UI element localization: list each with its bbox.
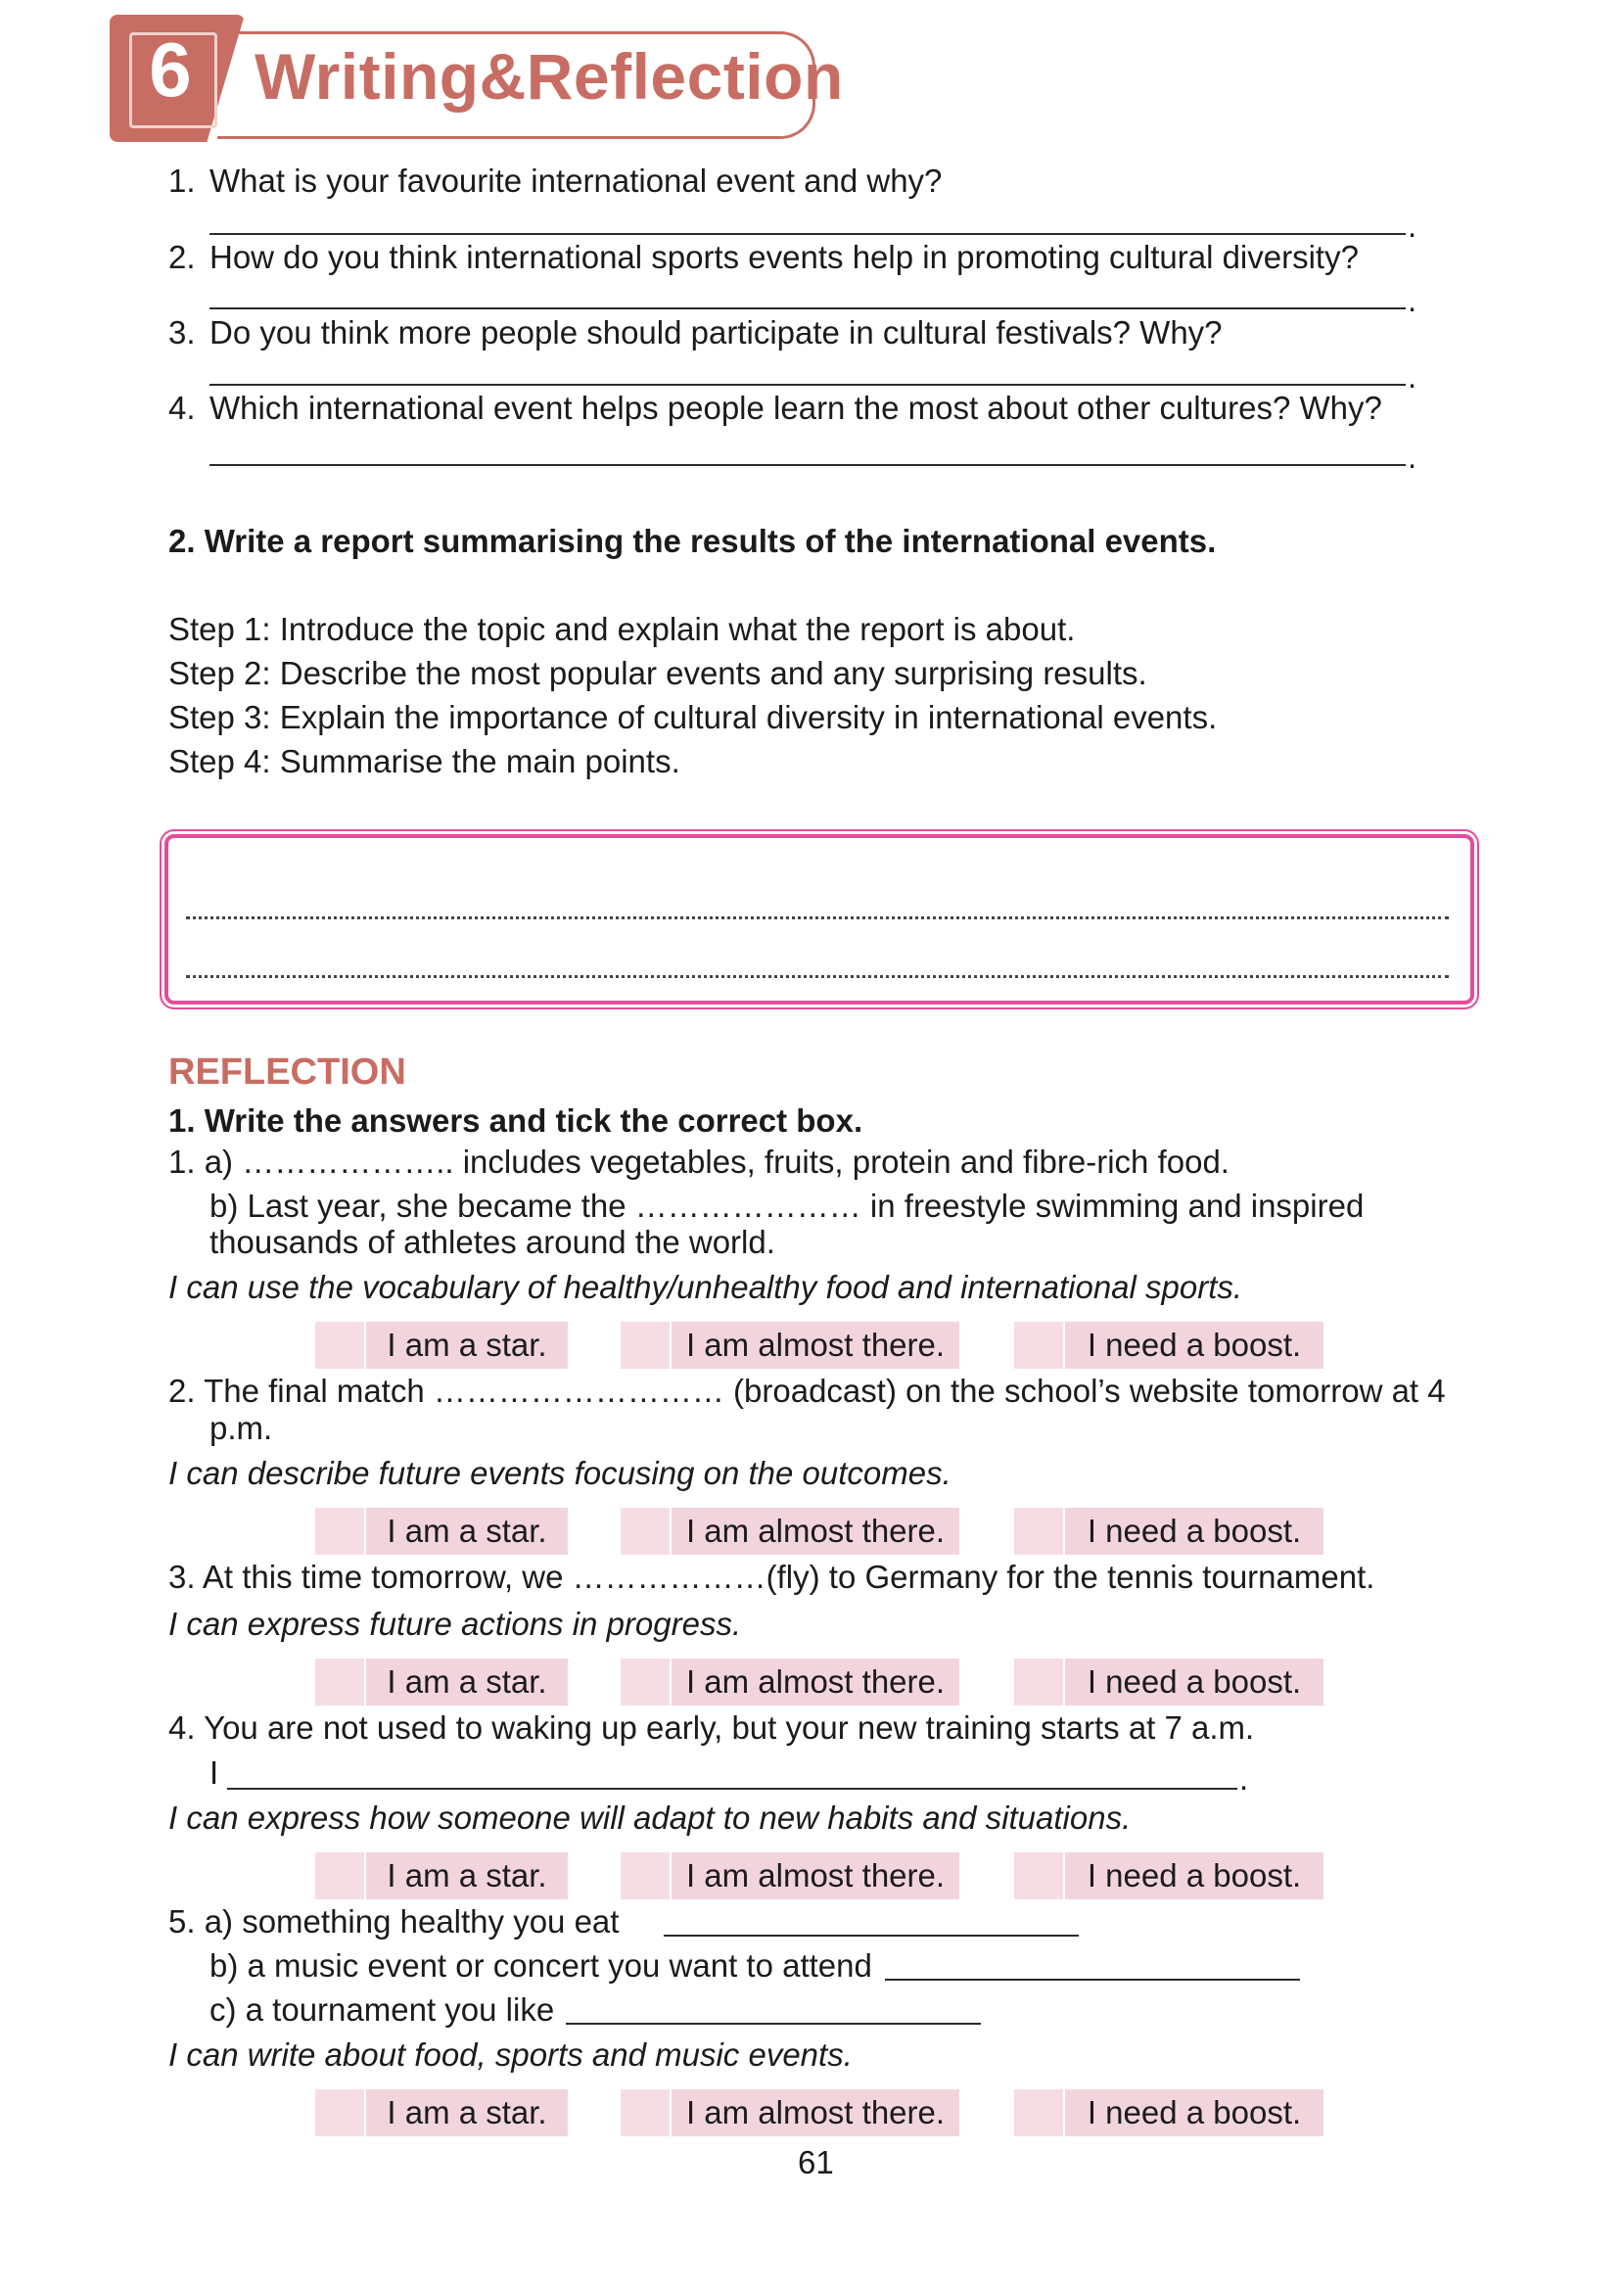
option-almost-4[interactable]: I am almost there. [621, 1852, 959, 1899]
step-2: Step 2: Describe the most popular events and any surprising results. [168, 655, 1147, 691]
tick-box[interactable] [315, 1322, 364, 1369]
unit-number: 6 [149, 26, 192, 113]
option-boost-2[interactable]: I need a boost. [1014, 1508, 1323, 1555]
option-star-3[interactable]: I am a star. [315, 1659, 568, 1706]
answer-line-4[interactable] [209, 464, 1406, 466]
answer-line-item-5b[interactable] [885, 1979, 1300, 1981]
question-1-number: 1. [168, 163, 196, 199]
reflection-item-4: 4. You are not used to waking up early, but your new training starts at 7 a.m. [168, 1709, 1255, 1746]
option-almost-1[interactable]: I am almost there. [621, 1322, 959, 1369]
reflection-item-5-b: b) a music event or concert you want to attend [209, 1947, 872, 1984]
answer-line-1[interactable] [209, 233, 1406, 235]
task-2-heading: 2. Write a report summarising the results of the international events. [168, 523, 1217, 559]
step-1: Step 1: Introduce the topic and explain what the report is about. [168, 611, 1076, 647]
tick-box[interactable] [621, 2089, 670, 2136]
page-number: 61 [798, 2144, 834, 2180]
option-star-1[interactable]: I am a star. [315, 1322, 568, 1369]
question-3-text: Do you think more people should participate in cultural festivals? Why? [209, 314, 1223, 351]
question-3-number: 3. [168, 314, 196, 351]
can-do-2: I can describe future events focusing on the outcomes. [168, 1455, 951, 1491]
answer-line-3[interactable] [209, 384, 1406, 386]
question-1-text: What is your favourite international event and why? [209, 163, 943, 199]
option-almost-5[interactable]: I am almost there. [621, 2089, 959, 2136]
report-writing-box[interactable] [164, 834, 1474, 1005]
tick-box[interactable] [1014, 2089, 1063, 2136]
option-boost-4[interactable]: I need a boost. [1014, 1852, 1323, 1899]
answer-line-item-5c[interactable] [566, 2023, 981, 2025]
can-do-1: I can use the vocabulary of healthy/unhealthy food and international sports. [168, 1269, 1243, 1305]
answer-line-2[interactable] [209, 307, 1406, 309]
option-star-2[interactable]: I am a star. [315, 1508, 568, 1555]
question-2-text: How do you think international sports events help in promoting cultural diversity? [209, 239, 1359, 275]
reflection-item-2-cont: p.m. [209, 1410, 273, 1446]
can-do-3: I can express future actions in progress. [168, 1606, 742, 1642]
step-4: Step 4: Summarise the main points. [168, 743, 680, 779]
tick-box[interactable] [621, 1322, 670, 1369]
option-boost-1[interactable]: I need a boost. [1014, 1322, 1323, 1369]
reflection-item-1-b-cont: thousands of athletes around the world. [209, 1224, 775, 1260]
tick-box[interactable] [1014, 1322, 1063, 1369]
answer-line-item-4[interactable] [227, 1788, 1237, 1790]
reflection-heading: REFLECTION [168, 1052, 406, 1093]
step-3: Step 3: Explain the importance of cultural diversity in international events. [168, 699, 1218, 735]
option-almost-3[interactable]: I am almost there. [621, 1659, 959, 1706]
option-boost-3[interactable]: I need a boost. [1014, 1659, 1323, 1706]
tick-box[interactable] [621, 1659, 670, 1706]
reflection-item-1-b: b) Last year, she became the ………………… in freestyle swimming and inspired [209, 1188, 1365, 1224]
question-4-number: 4. [168, 390, 196, 426]
reflection-item-2: 2. The final match ……………………… (broadcast) on the school’s website tomorrow at 4 [168, 1373, 1446, 1409]
option-star-5[interactable]: I am a star. [315, 2089, 568, 2136]
tick-box[interactable] [315, 1508, 364, 1555]
writing-dotted-line-1[interactable] [186, 916, 1449, 919]
tick-box[interactable] [315, 2089, 364, 2136]
tick-box[interactable] [621, 1852, 670, 1899]
can-do-4: I can express how someone will adapt to new habits and situations. [168, 1800, 1132, 1836]
tick-box[interactable] [1014, 1508, 1063, 1555]
option-almost-2[interactable]: I am almost there. [621, 1508, 959, 1555]
option-boost-5[interactable]: I need a boost. [1014, 2089, 1323, 2136]
reflection-instruction: 1. Write the answers and tick the correct box. [168, 1102, 863, 1139]
reflection-item-5-a: 5. a) something healthy you eat [168, 1903, 620, 1940]
tick-box[interactable] [1014, 1852, 1063, 1899]
reflection-item-1-a: 1. a) ……………….. includes vegetables, fruits, protein and fibre-rich food. [168, 1144, 1230, 1180]
reflection-item-4-prefix: I [209, 1754, 219, 1791]
tick-box[interactable] [315, 1852, 364, 1899]
can-do-5: I can write about food, sports and music events. [168, 2036, 853, 2073]
answer-line-item-5a[interactable] [664, 1935, 1079, 1937]
reflection-item-5-c: c) a tournament you like [209, 1991, 555, 2028]
tick-box[interactable] [621, 1508, 670, 1555]
option-star-4[interactable]: I am a star. [315, 1852, 568, 1899]
writing-dotted-line-2[interactable] [186, 975, 1449, 978]
question-4-text: Which international event helps people learn the most about other cultures? Why? [209, 390, 1382, 426]
page-title: Writing&Reflection [255, 40, 844, 113]
question-2-number: 2. [168, 239, 196, 275]
reflection-item-3: 3. At this time tomorrow, we ………………(fly) to Germany for the tennis tournament. [168, 1559, 1375, 1595]
tick-box[interactable] [315, 1659, 364, 1706]
tick-box[interactable] [1014, 1659, 1063, 1706]
